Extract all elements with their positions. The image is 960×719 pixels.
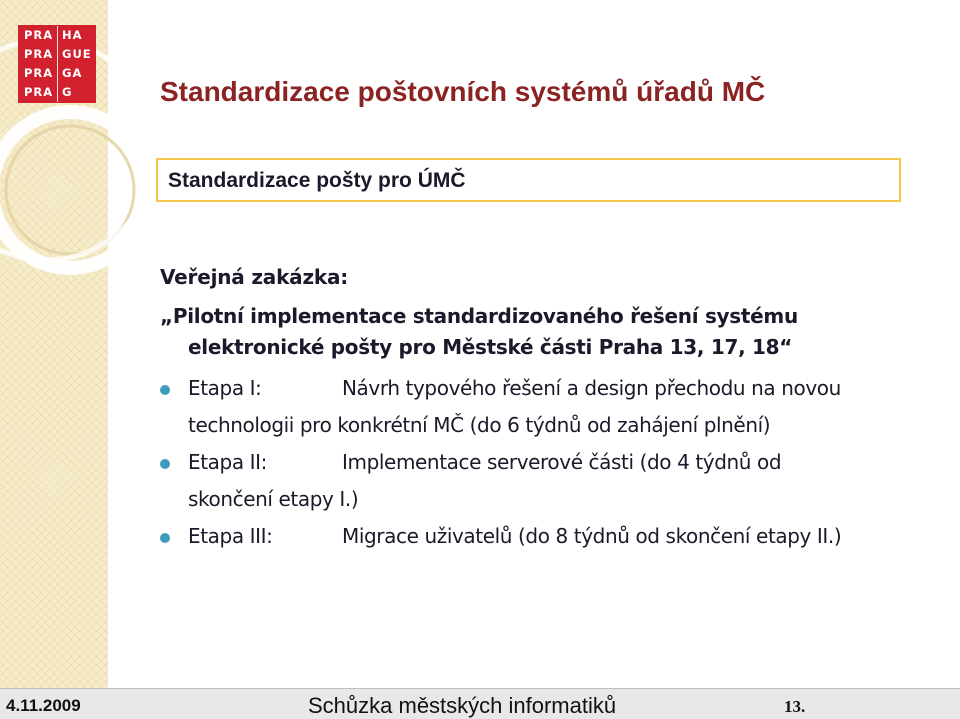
- stage-1-label: Etapa I:: [188, 376, 262, 400]
- page-number: 13.: [784, 697, 806, 716]
- footer-date: 4.11.2009: [6, 696, 81, 715]
- stage-2-text: Implementace serverové části (do 4 týdnů od: [342, 450, 782, 474]
- stage-item-3: [160, 518, 920, 555]
- bullet-icon: [160, 385, 170, 395]
- stage-1-line-1: [188, 370, 920, 407]
- stage-item-2: [160, 444, 920, 518]
- content-heading: Veřejná zakázka:: [160, 265, 349, 289]
- subtitle-box: Standardizace pošty pro ÚMČ: [156, 158, 901, 202]
- quote-line-1: „Pilotní implementace standardizovaného řešení systému: [160, 304, 798, 328]
- slide-title: Standardizace poštovních systémů úřadů MČ: [160, 76, 766, 107]
- logo-row-1: PRA HA: [24, 26, 96, 45]
- stage-1-line-2: technologii pro konkrétní MČ (do 6 týdnů od zahájení plnění): [188, 413, 771, 437]
- stage-2-label: Etapa II:: [188, 450, 267, 474]
- logo-row-3: PRA GA: [24, 64, 96, 83]
- stage-item-1: [160, 370, 920, 444]
- stage-3-text: Migrace uživatelů (do 8 týdnů od skončení etapy II.): [342, 524, 842, 548]
- stage-1-text: Návrh typového řešení a design přechodu na novou: [342, 376, 841, 400]
- logo-row-2: PRA GUE: [24, 45, 96, 64]
- stage-2-line-1: [188, 444, 920, 481]
- bullet-icon: [160, 533, 170, 543]
- footer-bar: [0, 688, 960, 719]
- stage-list: [160, 370, 920, 555]
- bullet-icon: [160, 459, 170, 469]
- praha-logo: [18, 25, 96, 103]
- footer-title: Schůzka městských informatiků: [308, 693, 617, 718]
- logo-row-4: PRA G: [24, 83, 96, 102]
- stage-2-line-2: skončení etapy I.): [188, 487, 359, 511]
- slide-content: [160, 265, 920, 555]
- stage-3-label: Etapa III:: [188, 524, 273, 548]
- quote-line-2: elektronické pošty pro Městské části Praha 13, 17, 18“: [188, 335, 793, 359]
- stage-3-line-1: [188, 518, 920, 555]
